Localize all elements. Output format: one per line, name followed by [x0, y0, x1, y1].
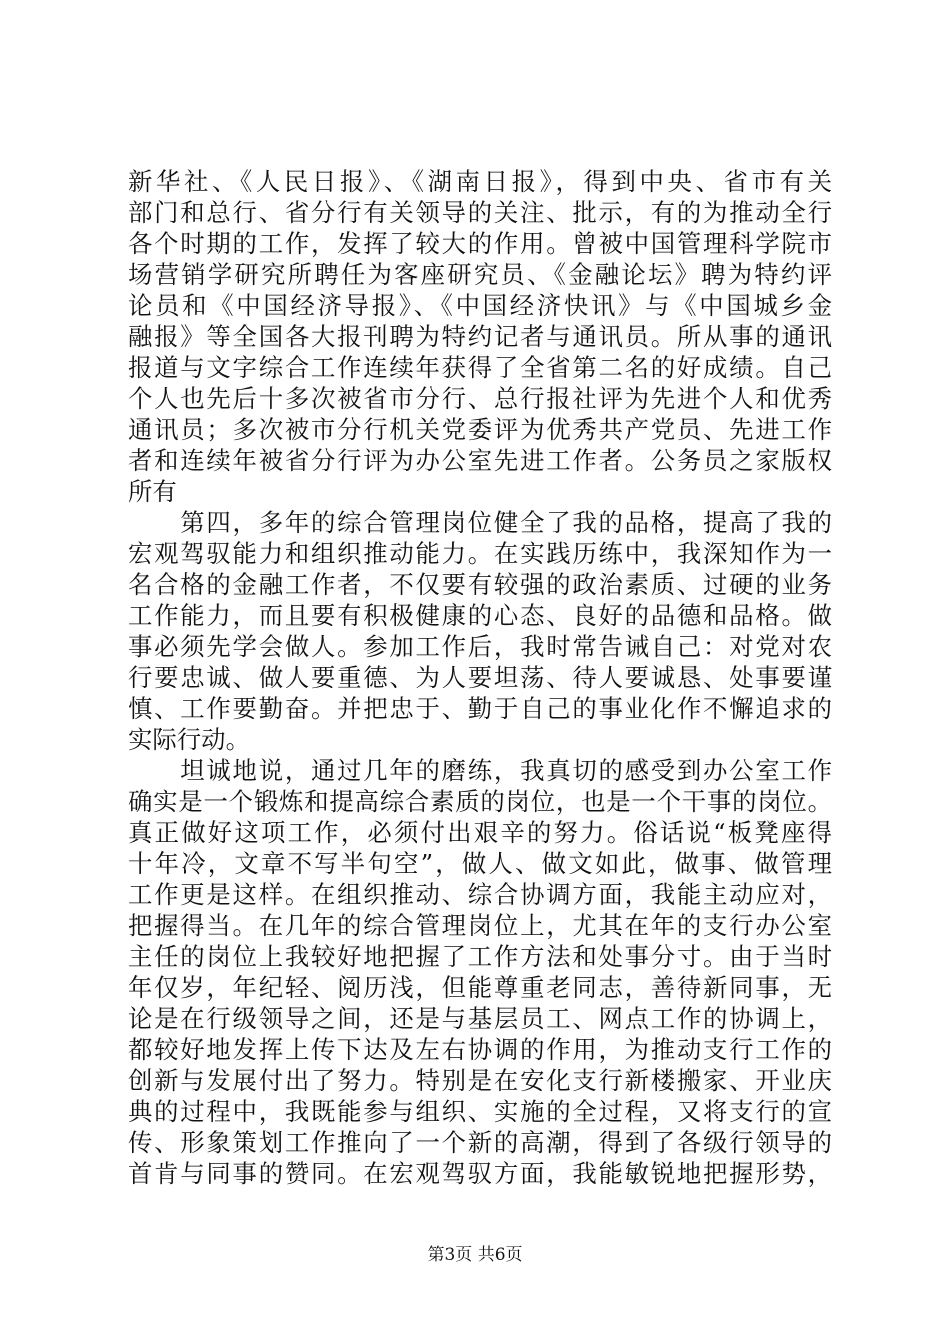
text-line: 工作更是这样。在组织推动、综合协调方面，我能主动应对， [128, 880, 832, 909]
text-line: 主任的岗位上我较好地把握了工作方法和处事分寸。由于当时 [128, 942, 832, 971]
text-line: 名合格的金融工作者，不仅要有较强的政治素质、过硬的业务 [128, 570, 832, 599]
text-line: 各个时期的工作，发挥了较大的作用。曾被中国管理科学院市 [128, 229, 832, 258]
text-line: 真正做好这项工作，必须付出艰辛的努力。俗话说“板凳座得 [128, 818, 832, 847]
text-line: 部门和总行、省分行有关领导的关注、批示，有的为推动全行 [128, 198, 832, 227]
page-footer: 第3页 共6页 [427, 1245, 523, 1265]
text-line: 事必须先学会做人。参加工作后，我时常告诫自己：对党对农 [128, 632, 832, 661]
text-line: 宏观驾驭能力和组织推动能力。在实践历练中，我深知作为一 [128, 539, 832, 568]
text-line: 典的过程中，我既能参与组织、实施的全过程，又将支行的宣 [128, 1097, 832, 1126]
text-line: 工作能力，而且要有积极健康的心态、良好的品德和品格。做 [128, 601, 832, 630]
text-line: 通讯员；多次被市分行机关党委评为优秀共产党员、先进工作 [128, 415, 832, 444]
text-line: 实际行动。 [128, 725, 250, 754]
text-line: 传、形象策划工作推向了一个新的高潮，得到了各级行领导的 [128, 1128, 832, 1157]
text-line: 首肯与同事的赞同。在宏观驾驭方面，我能敏锐地把握形势， [128, 1159, 832, 1188]
text-line: 场营销学研究所聘任为客座研究员、《金融论坛》聘为特约评 [128, 260, 832, 289]
text-line: 论员和《中国经济导报》、《中国经济快讯》与《中国城乡金 [128, 291, 832, 320]
text-line: 坦诚地说，通过几年的磨练，我真切的感受到办公室工作 [128, 756, 832, 785]
text-line: 所有 [128, 477, 177, 506]
text-line: 报道与文字综合工作连续年获得了全省第二名的好成绩。自己 [128, 353, 832, 382]
text-line: 年仅岁，年纪轻、阅历浅，但能尊重老同志，善待新同事，无 [128, 973, 832, 1002]
document-body [128, 166, 832, 1189]
text-line: 都较好地发挥上传下达及左右协调的作用，为推动支行工作的 [128, 1035, 832, 1064]
text-line: 十年冷，文章不写半句空”，做人、做文如此，做事、做管理 [128, 849, 832, 878]
text-line: 创新与发展付出了努力。特别是在安化支行新楼搬家、开业庆 [128, 1066, 832, 1095]
text-line: 新华社、《人民日报》、《湖南日报》，得到中央、省市有关 [128, 167, 832, 196]
text-line: 个人也先后十多次被省市分行、总行报社评为先进个人和优秀 [128, 384, 832, 413]
text-line: 者和连续年被省分行评为办公室先进工作者。公务员之家版权 [128, 446, 832, 475]
text-line: 第四，多年的综合管理岗位健全了我的品格，提高了我的 [128, 508, 832, 537]
text-line: 把握得当。在几年的综合管理岗位上，尤其在年的支行办公室 [128, 911, 832, 940]
text-line: 论是在行级领导之间，还是与基层员工、网点工作的协调上， [128, 1004, 832, 1033]
text-line: 慎、工作要勤奋。并把忠于、勤于自己的事业化作不懈追求的 [128, 694, 832, 723]
text-line: 融报》等全国各大报刊聘为特约记者与通讯员。所从事的通讯 [128, 322, 832, 351]
text-line: 确实是一个锻炼和提高综合素质的岗位，也是一个干事的岗位。 [128, 787, 832, 816]
text-line: 行要忠诚、做人要重德、为人要坦荡、待人要诚恳、处事要谨 [128, 663, 832, 692]
